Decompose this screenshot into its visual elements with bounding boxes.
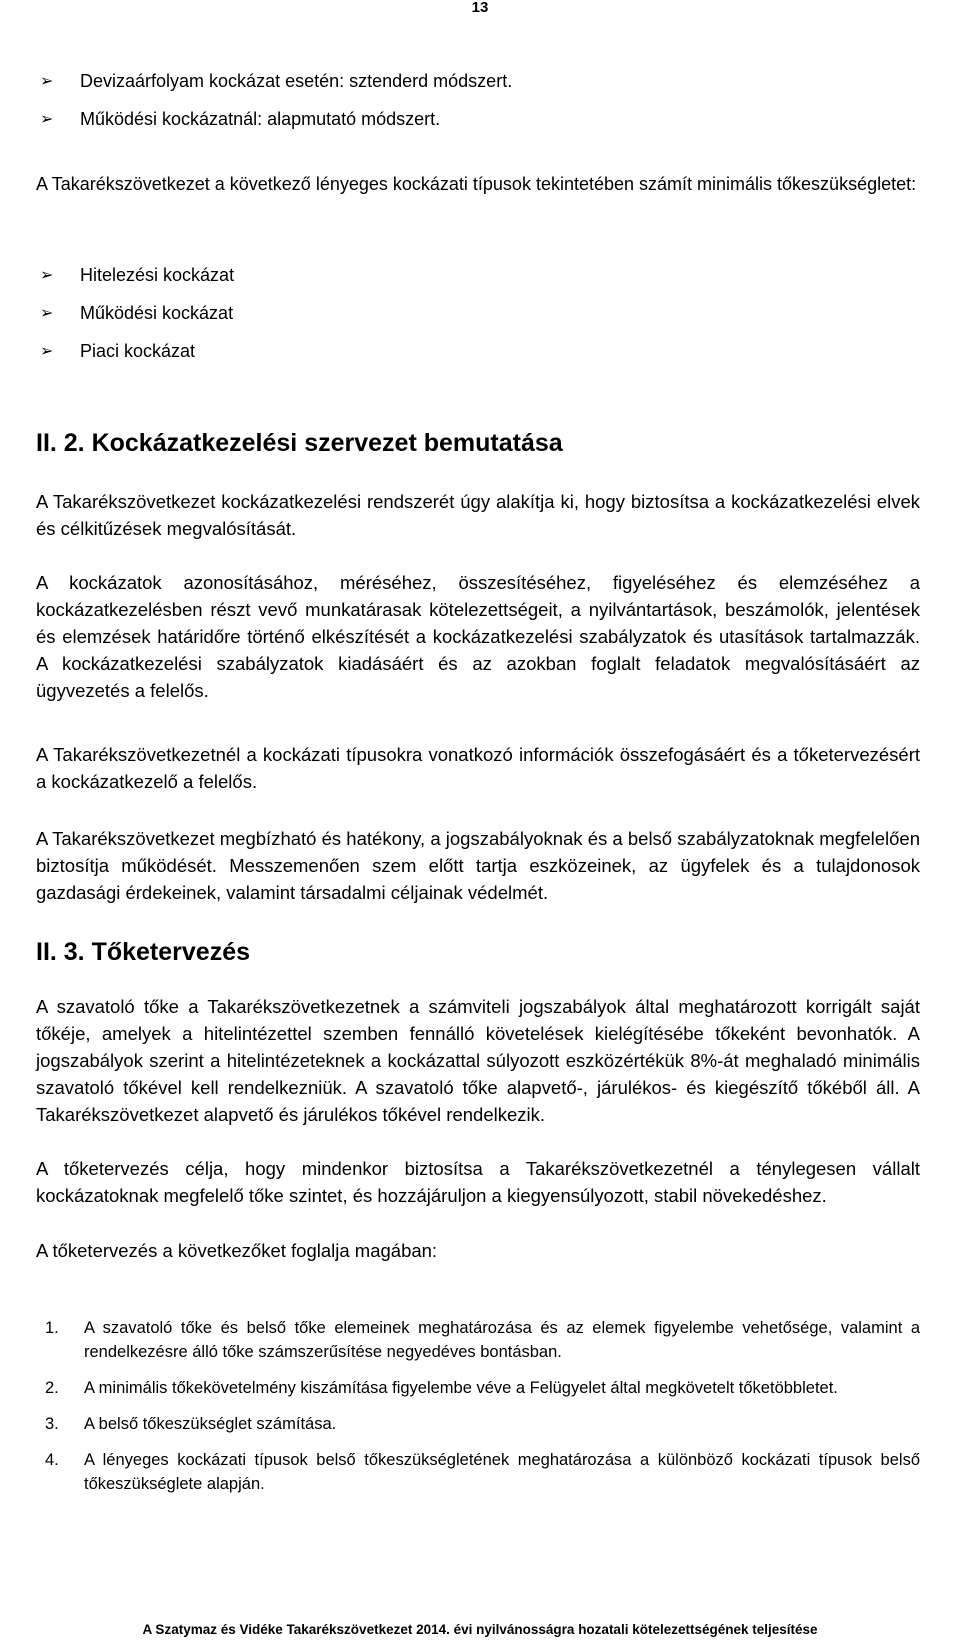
arrowhead-bullet-icon: ➢: [40, 265, 54, 284]
arrowhead-bullet-icon: ➢: [40, 341, 54, 360]
section-heading-3: II. 3. Tőketervezés: [36, 938, 251, 966]
paragraph: A szavatoló tőke a Takarékszövetkezetnek a számviteli jogszabályok által meghatározott korrigált saját tőkéje, amelyek a hitelintézettel szemben fennálló követelések kielégítésébe tőkeként bevonhatók. A jogszabályok szerint a hitelintézeteknek a kockázattal súlyozott eszközértékük 8%-át meghaladó minimális szavatoló tőkével kell rendelkezniük. A szavatoló tőke alapvető-, járulékos- és kiegészítő tőkéből áll. A Takarékszövetkezet alapvető és járulékos tőkével rendelkezik.: [36, 996, 920, 1125]
page-number: 13: [471, 0, 489, 16]
list-item: ➢ Hitelezési kockázat: [36, 256, 234, 294]
arrowhead-bullet-icon: ➢: [40, 71, 54, 90]
arrowhead-bullet-icon: ➢: [40, 303, 54, 322]
list-item: ➢ Működési kockázat: [36, 294, 234, 332]
page-footer: A Szatymaz és Vidéke Takarékszövetkezet 2014. évi nyilvánosságra hozatali kötelezettségének teljesítése: [142, 1622, 818, 1637]
list-item: 3. A belső tőkeszükséglet számítása.: [45, 1415, 337, 1433]
paragraph: A Takarékszövetkezetnél a kockázati típusokra vonatkozó információk összefogásáért és a tőketervezésért a kockázatkezelő a felelős.: [36, 744, 920, 792]
bullet-list-risks: [36, 256, 234, 370]
section-heading-2: II. 2. Kockázatkezelési szervezet bemutatása: [36, 429, 563, 457]
paragraph: A kockázatok azonosításához, méréséhez, összesítéséhez, figyeléséhez és elemzéséhez a kockázatkezelésben részt vevő munkatárasak kötelezettségeit, a nyilvántartások, beszámolók, jelentések és elemzések határidőre történő elkészítését a kockázatkezelési szabályzatok és utasítások tartalmazzák. A kockázatkezelési szabályzatok kiadásáért és az azokban foglalt feladatok megvalósításáért az ügyvezetés a felelős.: [36, 572, 920, 701]
paragraph: A tőketervezés célja, hogy mindenkor biztosítsa a Takarékszövetkezetnél a ténylegesen vállalt kockázatoknak megfelelő tőke szintet, és hozzájáruljon a kiegyensúlyozott, stabil növekedéshez.: [36, 1158, 920, 1206]
bullet-list-methods: [36, 62, 512, 138]
list-item: ➢ Működési kockázatnál: alapmutató módszert.: [36, 100, 512, 138]
arrowhead-bullet-icon: ➢: [40, 109, 54, 128]
paragraph: A Takarékszövetkezet megbízható és hatékony, a jogszabályoknak és a belső szabályzatoknak megfelelően biztosítja működését. Messzemenően szem előtt tartja eszközeinek, az ügyfelek és a tulajdonosok gazdasági érdekeinek, valamint társadalmi céljainak védelmét.: [36, 828, 920, 903]
paragraph: A tőketervezés a következőket foglalja magában:: [36, 1240, 438, 1261]
list-item: 4. A lényeges kockázati típusok belső tőkeszükségletének meghatározása a különböző kockázati típusok belső tőkeszükséglete alapján.: [45, 1451, 920, 1493]
list-item: 2. A minimális tőkekövetelmény kiszámítása figyelembe véve a Felügyelet által megkövetelt tőketöbbletet.: [45, 1379, 838, 1397]
numbered-list: [36, 1316, 920, 1508]
list-item: 1. A szavatoló tőke és belső tőke elemeinek meghatározása és az elemek figyelembe vehetősége, valamint a rendelkezésre álló tőke számszerűsítése negyedéves bontásban.: [45, 1319, 920, 1361]
paragraph: A Takarékszövetkezet kockázatkezelési rendszerét úgy alakítja ki, hogy biztosítsa a kockázatkezelési elvek és célkitűzések megvalósítását.: [36, 491, 920, 539]
list-item: ➢ Devizaárfolyam kockázat esetén: sztenderd módszert.: [36, 62, 512, 100]
paragraph-intro: A Takarékszövetkezet a következő lényeges kockázati típusok tekintetében számít minimális tőkeszükségletet:: [36, 174, 917, 194]
list-item: ➢ Piaci kockázat: [36, 332, 234, 370]
